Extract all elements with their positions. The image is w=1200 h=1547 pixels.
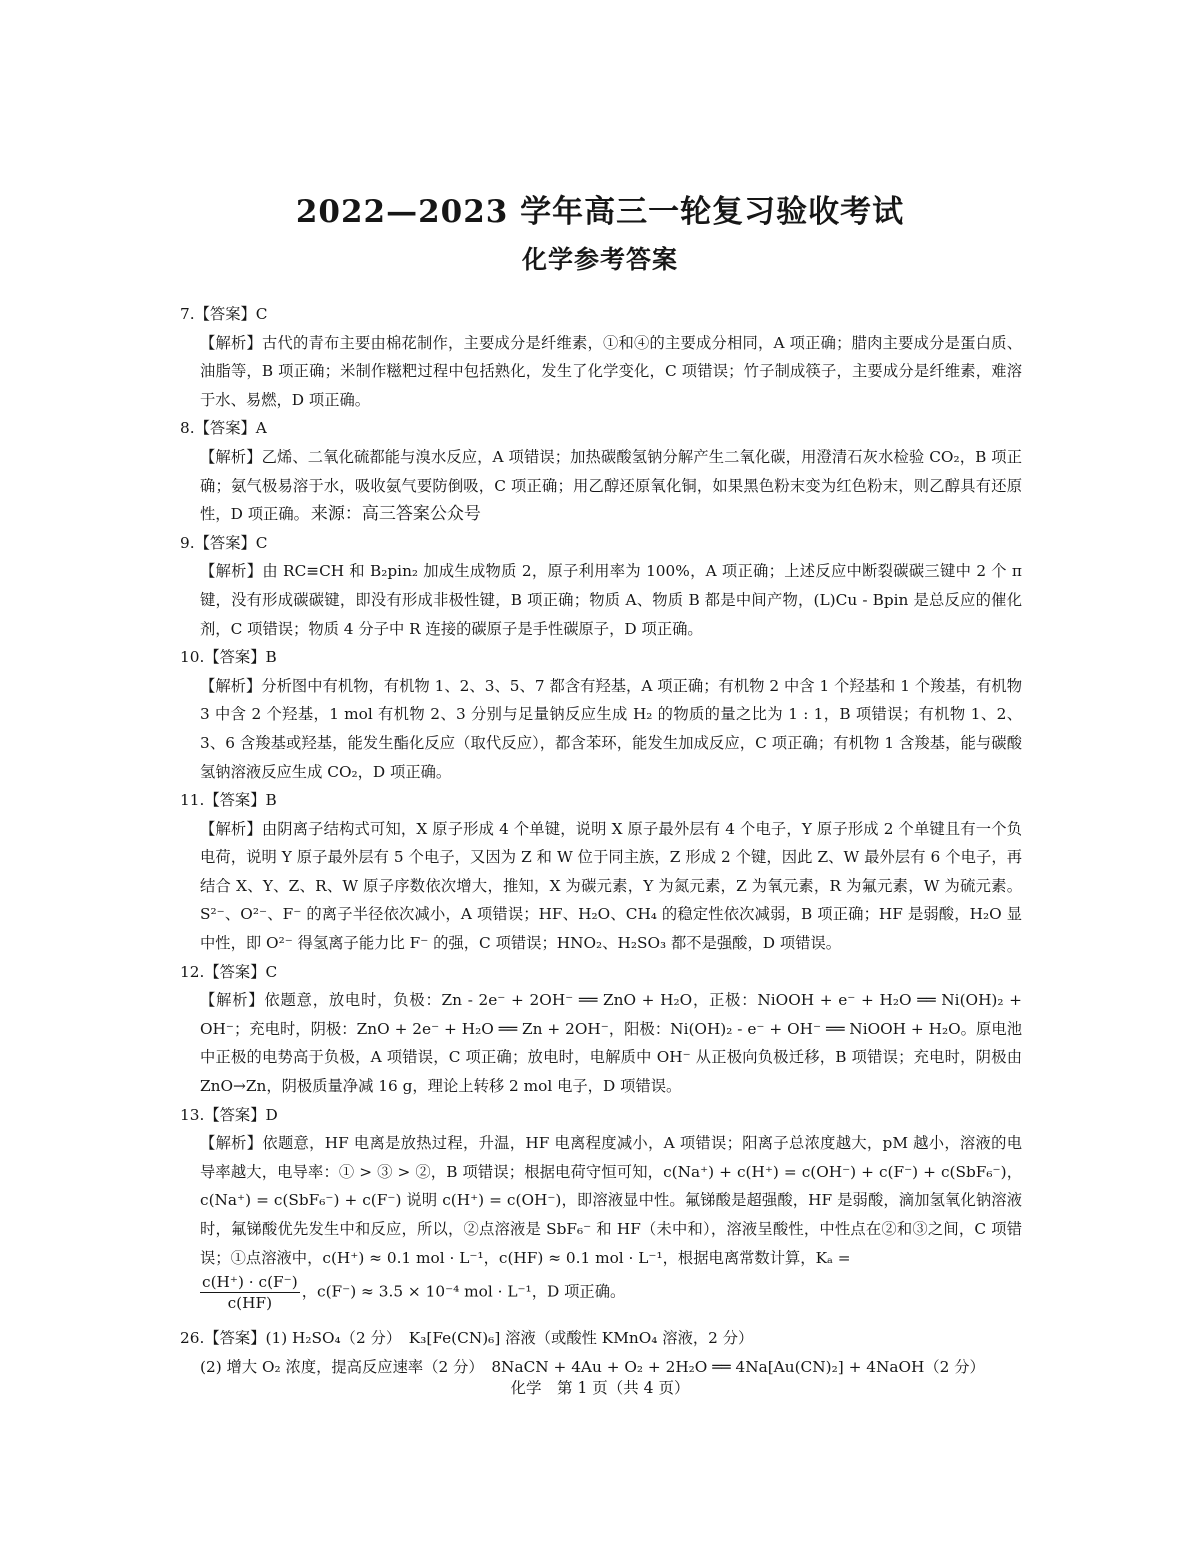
explanation-9: 【解析】由 RC≡CH 和 B₂pin₂ 加成生成物质 2，原子利用率为 100%，A 项正确；上述反应中断裂碳碳三键中 2 个 π 键，没有形成碳碳键，即没有形成非极性键，B 项正确；物质 A、物质 B 都是中间产物，(L)Cu - Bpin 是总反应的催化剂，C 项错误；物质 4 分子中 R 连接的碳原子是手性碳原子，D 项正确。 [200,562,1022,638]
fraction-tail: ，c(F⁻) ≈ 3.5 × 10⁻⁴ mol · L⁻¹，D 项正确。 [301,1282,626,1301]
explanation-12: 【解析】依题意，放电时，负极：Zn - 2e⁻ + 2OH⁻ ══ ZnO + H₂O，正极：NiOOH + e⁻ + H₂O ══ Ni(OH)₂ + OH⁻；充电时，阴极：ZnO + 2e⁻ + H₂O ══ Zn + 2OH⁻，阳极：Ni(OH)₂ - e⁻ + OH⁻ ══ NiOOH + H₂O。原电池中正极的电势高于负极，A 项错误，C 项正确；放电时，电解质中 OH⁻ 从正极向负极迁移，B 项错误；充电时，阴极由 ZnO→Zn，阴极质量净减 16 g，理论上转移 2 mol 电子，D 项错误。 [200,991,1022,1096]
ka-fraction [200,1272,300,1313]
answer-key-9: 9.【答案】C [180,533,268,552]
page-title: 2022—2023 学年高三一轮复习验收考试 [295,194,905,230]
answer-item-26 [180,1324,1022,1381]
answer-item-13 [180,1101,1022,1325]
answer-item-7 [180,300,1022,414]
answer-item-10 [180,643,1022,786]
answer-key-10: 10.【答案】B [180,648,277,667]
answer-body [180,300,1022,1381]
explanation-8-container [200,443,1022,529]
answer-key-11: 11.【答案】B [180,791,277,810]
ka-formula [200,1272,1022,1324]
answer-item-12 [180,958,1022,1101]
answer-item-11 [180,786,1022,958]
page-footer: 化学 第 1 页（共 4 页） [510,1379,690,1397]
explanation-8: 【解析】乙烯、二氧化硫都能与溴水反应，A 项错误；加热碳酸氢钠分解产生二氧化碳，用澄清石灰水检验 CO₂，B 项正确；氨气极易溶于水，吸收氨气要防倒吸，C 项正确；用乙醇还原氧化铜，如果黑色粉末变为红色粉末，则乙醇具有还原性，D 项正确。 [200,447,1022,524]
explanation-10: 【解析】分析图中有机物，有机物 1、2、3、5、7 都含有羟基，A 项正确；有机物 2 中含 1 个羟基和 1 个羧基，有机物 3 中含 2 个羟基，1 mol 有机物 2、3 分别与足量钠反应生成 H₂ 的物质的量之比为 1 : 1，B 项错误；有机物 1、2、3、6 含羧基或羟基，能发生酯化反应（取代反应），都含苯环，能发生加成反应，C 项正确；有机物 1 含羧基，能与碳酸氢钠溶液反应生成 CO₂，D 项正确。 [200,676,1022,781]
fraction-denominator: c(HF) [227,1294,273,1313]
answer-key-26-line2: (2) 增大 O₂ 浓度，提高反应速率（2 分） 8NaCN + 4Au + O₂ + 2H₂O ══ 4Na[Au(CN)₂] + 4NaOH（2 分） [200,1357,985,1376]
source-watermark-text: 来源：高三答案公众号 [310,504,481,525]
explanation-13: 【解析】依题意，HF 电离是放热过程，升温，HF 电离程度减小，A 项错误；阳离子总浓度越大，pM 越小，溶液的电导率越大，电导率：① > ③ > ②，B 项错误；根据电荷守恒可知，c(Na⁺) + c(H⁺) = c(OH⁻) + c(F⁻) + c(SbF₆⁻)，c(Na⁺) = c(SbF₆⁻) + c(F⁻) 说明 c(H⁺) = c(OH⁻)，即溶液显中性。氟锑酸是超强酸，HF 是弱酸，滴加氢氧化钠溶液时，氟锑酸优先发生中和反应，所以，②点溶液是 SbF₆⁻ 和 HF（未中和），溶液呈酸性，中性点在②和③之间，C 项错误；①点溶液中，c(H⁺) ≈ 0.1 mol · L⁻¹，c(HF) ≈ 0.1 mol · L⁻¹，根据电离常数计算，Kₐ = [200,1134,1022,1267]
answer-item-9 [180,529,1022,643]
explanation-11: 【解析】由阴离子结构式可知，X 原子形成 4 个单键，说明 X 原子最外层有 4 个电子，Y 原子形成 2 个单键且有一个负电荷，说明 Y 原子最外层有 5 个电子，又因为 Z 和 W 位于同主族，Z 形成 2 个键，因此 Z、W 最外层有 6 个电子，再结合 X、Y、Z、R、W 原子序数依次增大，推知，X 为碳元素，Y 为氮元素，Z 为氧元素，R 为氟元素，W 为硫元素。S²⁻、O²⁻、F⁻ 的离子半径依次减小，A 项错误；HF、H₂O、CH₄ 的稳定性依次减弱，B 项正确；HF 是弱酸，H₂O 显中性，即 O²⁻ 得氢离子能力比 F⁻ 的强，C 项错误；HNO₂、H₂SO₃ 都不是强酸，D 项错误。 [200,819,1022,953]
page-subtitle: 化学参考答案 [521,245,678,274]
answer-item-8 [180,414,1022,528]
answer-key-13: 13.【答案】D [180,1105,278,1124]
answer-key-8: 8.【答案】A [180,419,267,438]
answer-key-7: 7.【答案】C [180,305,268,323]
answer-key-26-line1: 26.【答案】(1) H₂SO₄（2 分） K₃[Fe(CN)₆] 溶液（或酸性 KMnO₄ 溶液，2 分） [180,1329,754,1348]
fraction-numerator: c(H⁺) · c(F⁻) [202,1273,298,1292]
explanation-7: 【解析】古代的青布主要由棉花制作，主要成分是纤维素，①和④的主要成分相同，A 项正确；腊肉主要成分是蛋白质、油脂等，B 项正确；米制作糍粑过程中包括熟化，发生了化学变化，C 项错误；竹子制成筷子，主要成分是纤维素，难溶于水、易燃，D 项正确。 [200,333,1022,409]
answer-key-12: 12.【答案】C [180,962,278,981]
